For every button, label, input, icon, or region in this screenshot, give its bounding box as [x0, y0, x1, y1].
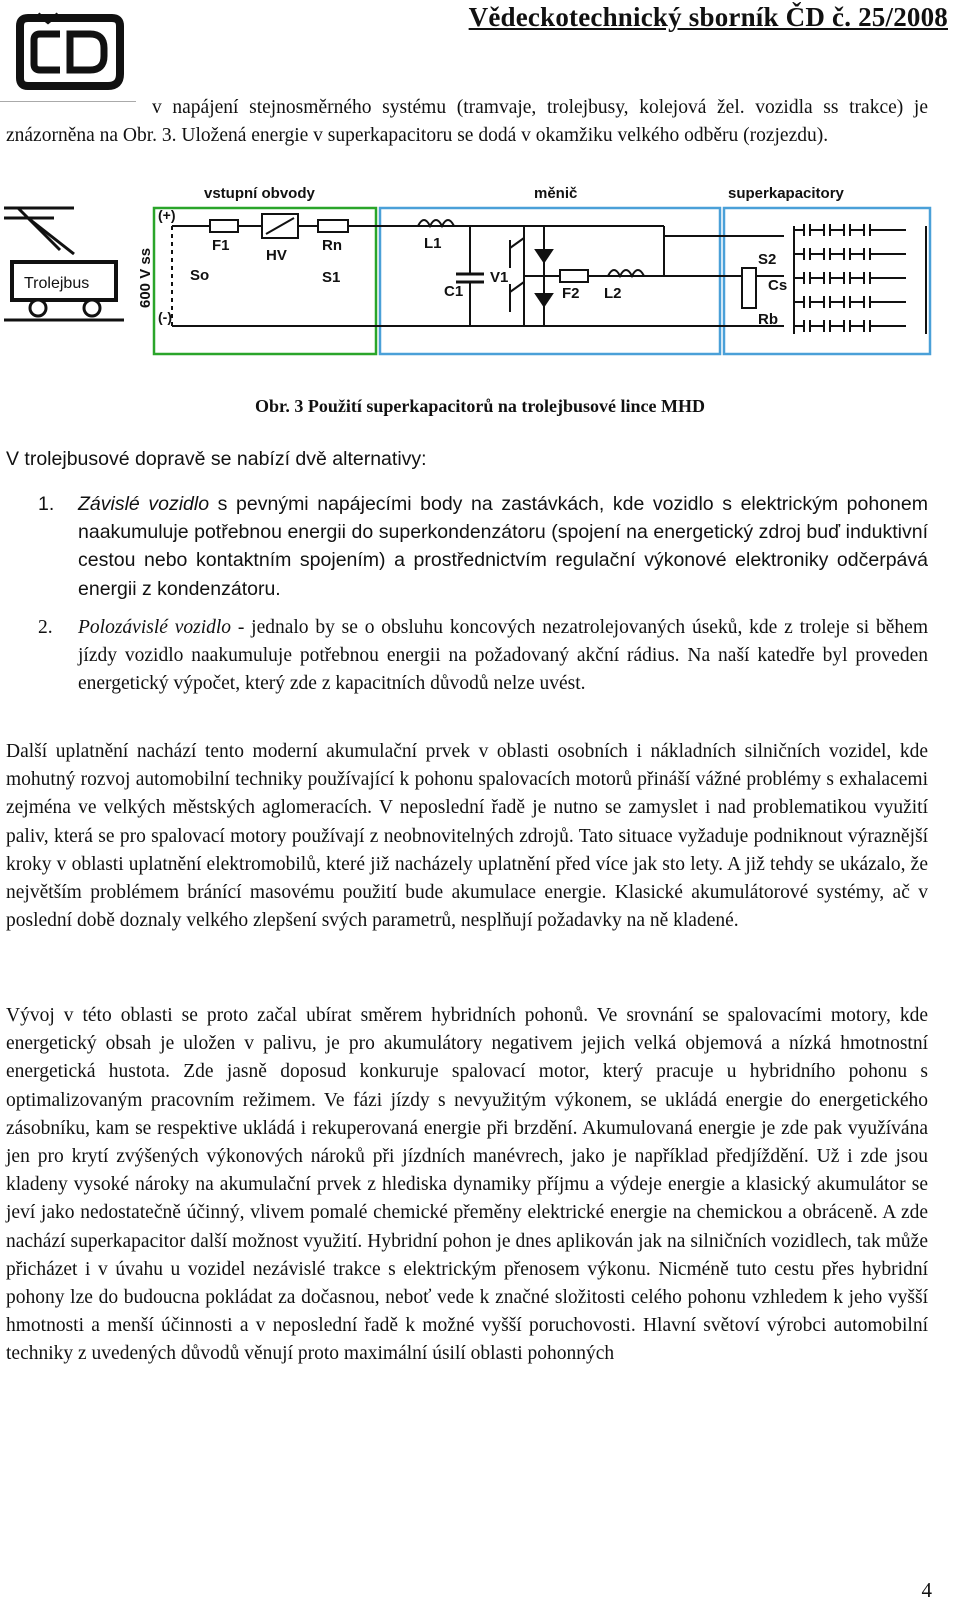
plus-label: (+)	[158, 207, 176, 223]
list-text: - jednalo by se o obsluhu koncových nezatrolejovaných úseků, kde z troleje si během jízdy vozidlo naakumuluje potřebnou energii na požadovaný akční rádius. Na naší katedře byl proveden energetický výpočet, který zde z kapacitních důvodů nelze uvést.	[78, 617, 928, 695]
wheel-left	[30, 300, 46, 316]
l1-label: L1	[424, 235, 442, 252]
so-label: So	[190, 267, 210, 284]
wheel-right	[84, 300, 100, 316]
list-item	[40, 490, 928, 603]
s2-label: S2	[758, 251, 777, 268]
list-number: 1.	[38, 493, 55, 515]
list-number: 2.	[38, 617, 53, 638]
vehicle-label: Trolejbus	[24, 275, 90, 292]
figure-caption: Obr. 3 Použití superkapacitorů na trolejbusové lince MHD	[255, 396, 705, 416]
intro-paragraph: v napájení stejnosměrného systému (tramvaje, trolejbusy, kolejová žel. vozidla ss trakce) je znázorněna na Obr. 3. Uložená energie v superkapacitoru se dodá v okamžiku velkého odběru (rozjezdu).	[6, 97, 928, 147]
input-label: vstupní obvody	[204, 185, 315, 202]
voltage-label: 600 V ss	[137, 247, 154, 308]
hv-label: HV	[266, 247, 287, 264]
resistor-rb	[742, 268, 756, 308]
list-text: s pevnými napájecími body na zastávkách, kde vozidlo s elektrickým pohonem naakumuluje potřebnou energii do superkondenzátoru (spojení na energetický zdroj buď induktivní cestou nebo kontaktním spojením) a prostřednictvím regulační výkonové elektroniky odčerpává energii z kondenzátoru.	[78, 493, 928, 600]
circuit-diagram	[4, 178, 934, 372]
cd-logo	[16, 10, 124, 94]
body-paragraph: Vývoj v této oblasti se proto začal ubírat směrem hybridních pohonů. Ve srovnání se spalovacími motory, kde energetický obsah je uložen v palivu, je pro akumulátory negativem jejich velká objemová a nízká hmotnostní energetická hustota. Zde jasně doposud konkuruje spalovací motor, který pracuje u hybridního pohonu s optimalizovaným pracovním režimem. Ve fázi jízdy s nevyužitým výkonem, se ukládá energie do energetického zásobníku, kam se respektive ukládá i rekuperovaná energie při brzdění. Akumulovaná energie je zde pak využívána jen pro krytí zvýšených výkonových nároků při jízdních manévrech, jako je například předjíždění. Už i zde jsou kladeny vysoké nároky na akumulační prvek z hlediska dynamiky příjmu a výdeje energie a klasický akumulátor se jeví jako nedostatečně účinný, vlivem pomalé chemické přeměny elektrické energie na chemickou a obráceně. A zde nachází superkapacitor další možnost využití. Hybridní pohon je dnes aplikován jak na silničních vozidlech, tak může přicházet i v úvahu u vozidel nezávislé trakce s elektrickým přenosem výkonu. Nicméně tuto cestu přes hybridní pohony lze do budoucna pokládat za dočasnou, neboť vede k značné složitosti celého pohonu vzhledem k jeho vyšší hmotnosti a menší účinnosti a v neposlední řadě k možné vyšší poruchovosti. Hlavní světoví výrobci automobilní techniky z uvedených důvodů věnují proto maximální úsilí oblasti pohonných	[6, 1005, 928, 1365]
alternatives-intro: V trolejbusové dopravě se nabízí dvě alternativy:	[6, 448, 427, 470]
converter-label: měnič	[534, 185, 578, 202]
list-term: Závislé vozidlo	[78, 493, 210, 515]
list-term: Polozávislé vozidlo	[78, 617, 232, 638]
rn-label: Rn	[322, 237, 342, 254]
trolley-poles	[4, 208, 74, 254]
rb-label: Rb	[758, 311, 778, 328]
fuse-f2	[560, 270, 588, 282]
s1-label: S1	[322, 269, 341, 286]
l2-label: L2	[604, 285, 622, 302]
supercap-label: superkapacitory	[728, 185, 844, 202]
converter-box	[380, 208, 720, 354]
resistor-rn	[318, 220, 348, 232]
body-paragraph: Další uplatnění nachází tento moderní akumulační prvek v oblasti osobních i nákladních silničních vozidel, kde mohutný rozvoj automobilní techniky používající k pohonu spalovacích motorů přináší vážné problémy s exhalacemi zejména ve velkých městských aglomeracích. V neposlední řadě je nutno se zamyslet i nad problematikou využití paliv, která se pro spalovací motory používají z neobnovitelných zdrojů. Tato situace vyžaduje podniknout výraznější kroky v oblasti uplatnění elektromobilů, které již nacházely uplatnění před více jak sto lety. A již tehdy se ukázalo, že největším problémem bránící masovému použití bude akumulace energie. Klasické akumulátorové systémy, ač v poslední době doznaly velkého zlepšení svých parametrů, nesplňují požadavky na ně kladené.	[6, 741, 928, 932]
f1-label: F1	[212, 237, 230, 254]
cs-label: Cs	[768, 277, 788, 294]
journal-title: Vědeckotechnický sborník ČD č. 25/2008	[468, 2, 948, 32]
list-item	[40, 614, 928, 699]
capacitor-bank	[794, 224, 926, 334]
f2-label: F2	[562, 285, 580, 302]
minus-label: (-)	[158, 309, 172, 325]
v1-label: V1	[490, 269, 509, 286]
fuse-f1	[210, 220, 238, 232]
c1-label: C1	[444, 283, 464, 300]
page-number: 4	[921, 1578, 932, 1602]
